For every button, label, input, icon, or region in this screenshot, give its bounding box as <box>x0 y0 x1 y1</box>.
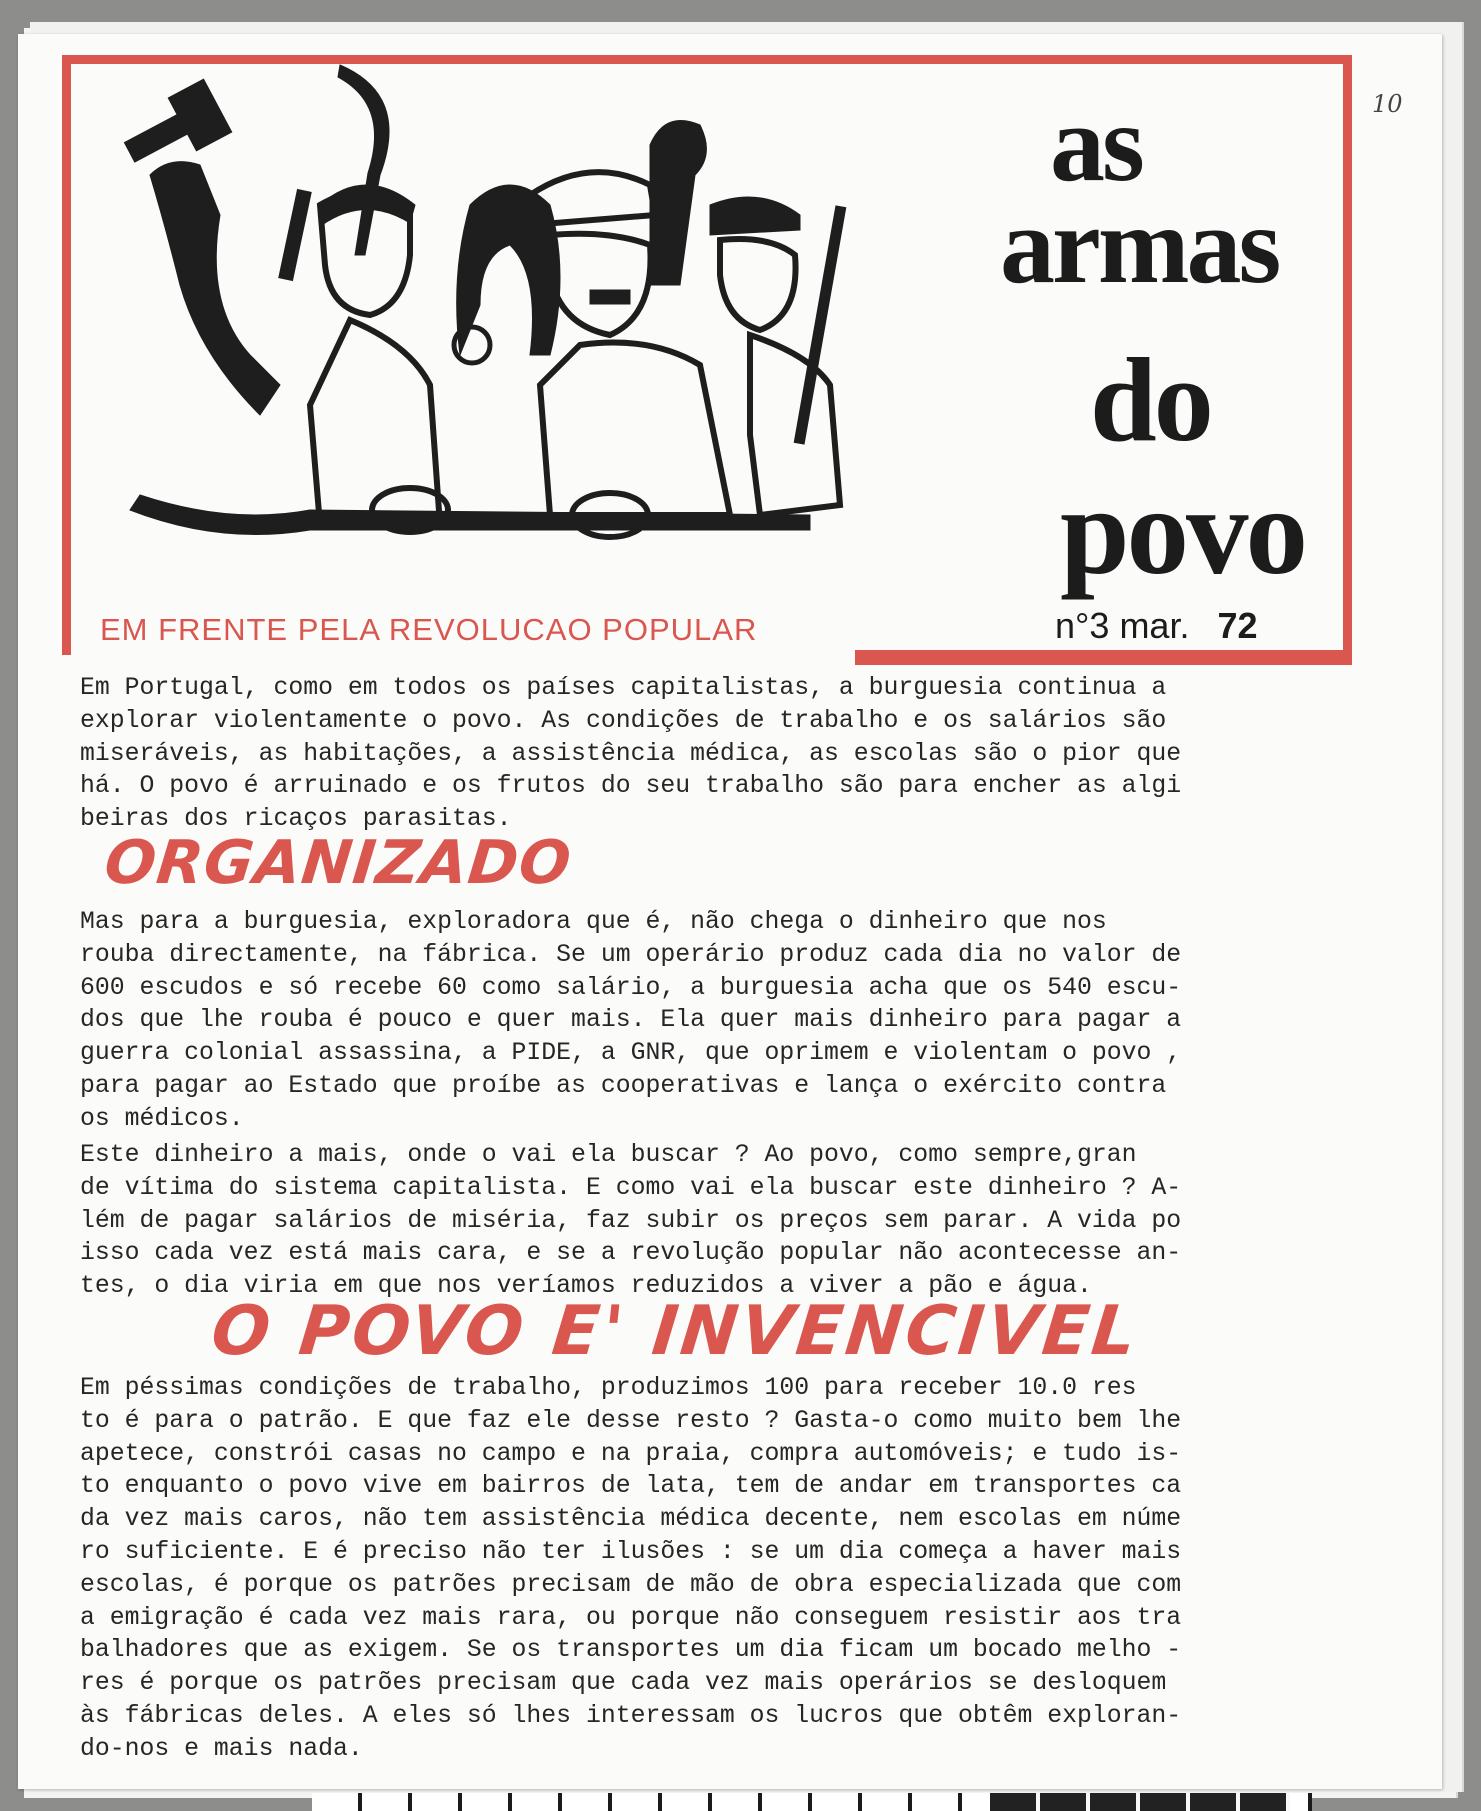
text-line: escolas, é porque os patrões precisam de mão de obra especializada que com <box>80 1570 1182 1599</box>
article-paragraph-4 <box>80 1372 1330 1766</box>
text-line: lém de pagar salários de miséria, faz subir os preços sem parar. A vida po <box>80 1206 1182 1235</box>
text-line: a emigração é cada vez mais rara, ou porque não conseguem resistir aos tra <box>80 1603 1182 1632</box>
text-line: to enquanto o povo vive em bairros de lata, tem de andar em transportes ca <box>80 1472 1182 1501</box>
masthead-slogan: EM FRENTE PELA REVOLUCAO POPULAR <box>100 612 758 647</box>
text-line: to é para o patrão. E que faz ele desse resto ? Gasta-o como muito bem lhe <box>80 1406 1182 1435</box>
text-line: para pagar ao Estado que proíbe as cooperativas e lança o exército contra <box>80 1071 1167 1100</box>
text-line: balhadores que as exigem. Se os transportes um dia ficam um bocado melho - <box>80 1636 1182 1665</box>
headline-povo-invencivel: O POVO E' INVENCIVEL <box>207 1292 1143 1371</box>
text-line: da vez mais caros, não tem assistência médica decente, nem escolas em núme <box>80 1505 1182 1534</box>
masthead-frame-stub <box>62 630 71 655</box>
issue-info <box>1055 605 1258 647</box>
article-paragraph-2 <box>80 906 1330 1136</box>
text-line: tes, o dia viria em que nos veríamos reduzidos a viver a pão e água. <box>80 1272 1092 1301</box>
headline-organizado: ORGANIZADO <box>101 828 575 898</box>
text-line: beiras dos ricaços parasitas. <box>80 805 512 834</box>
masthead-title-povo: povo <box>1060 463 1306 601</box>
text-line: há. O povo é arruinado e os frutos do seu trabalho são para encher as algi <box>80 772 1182 801</box>
text-line: os médicos. <box>80 1104 244 1133</box>
text-line: guerra colonial assassina, a PIDE, a GNR, que oprimem e violentam o povo , <box>80 1039 1182 1068</box>
text-line: rouba directamente, na fábrica. Se um operário produz cada dia no valor de <box>80 940 1182 969</box>
text-line: Este dinheiro a mais, onde o vai ela buscar ? Ao povo, como sempre,gran <box>80 1141 1137 1169</box>
masthead-title-as: as <box>1050 82 1142 204</box>
text-line: dos que lhe rouba é pouco e quer mais. Ela quer mais dinheiro para pagar a <box>80 1006 1182 1035</box>
text-line: ro suficiente. E é preciso não ter ilusões : se um dia começa a haver mais <box>80 1537 1182 1566</box>
text-line: apetece, constrói casas no campo e na praia, compra automóveis; e tudo is- <box>80 1439 1182 1468</box>
text-line: Em péssimas condições de trabalho, produzimos 100 para receber 10.0 res <box>80 1374 1137 1402</box>
text-line: isso cada vez está mais cara, e se a revolução popular não acontecesse an- <box>80 1239 1182 1268</box>
issue-label: n°3 mar. <box>1055 605 1190 646</box>
masthead-frame-bottom <box>855 650 1352 665</box>
text-line: miseráveis, as habitações, a assistência médica, as escolas são o pior que <box>80 739 1182 768</box>
scale-ruler-dark <box>990 1793 1290 1811</box>
masthead-title-do: do <box>1090 333 1211 466</box>
text-line: do-nos e mais nada. <box>80 1734 363 1763</box>
text-line: de vítima do sistema capitalista. E como vai ela buscar este dinheiro ? A- <box>80 1173 1182 1202</box>
text-line: Em Portugal, como em todos os países capitalistas, a burguesia continua a <box>80 674 1167 702</box>
text-line: 600 escudos e só recebe 60 como salário, a burguesia acha que os 540 escu- <box>80 973 1182 1002</box>
handwritten-page-number: 10 <box>1372 90 1403 118</box>
masthead-title-armas: armas <box>1000 184 1279 306</box>
issue-year: 72 <box>1217 605 1258 646</box>
text-line: às fábricas deles. A eles só lhes interessam os lucros que obtêm exploran- <box>80 1701 1182 1730</box>
text-line: res é porque os patrões precisam que cada vez mais operários se desloquem <box>80 1669 1167 1698</box>
text-line: Mas para a burguesia, exploradora que é, não chega o dinheiro que nos <box>80 908 1107 936</box>
article-paragraph-3 <box>80 1139 1330 1303</box>
workers-illustration <box>110 55 910 595</box>
article-paragraph-1 <box>80 672 1330 836</box>
text-line: explorar violentamente o povo. As condições de trabalho e os salários são <box>80 706 1167 735</box>
